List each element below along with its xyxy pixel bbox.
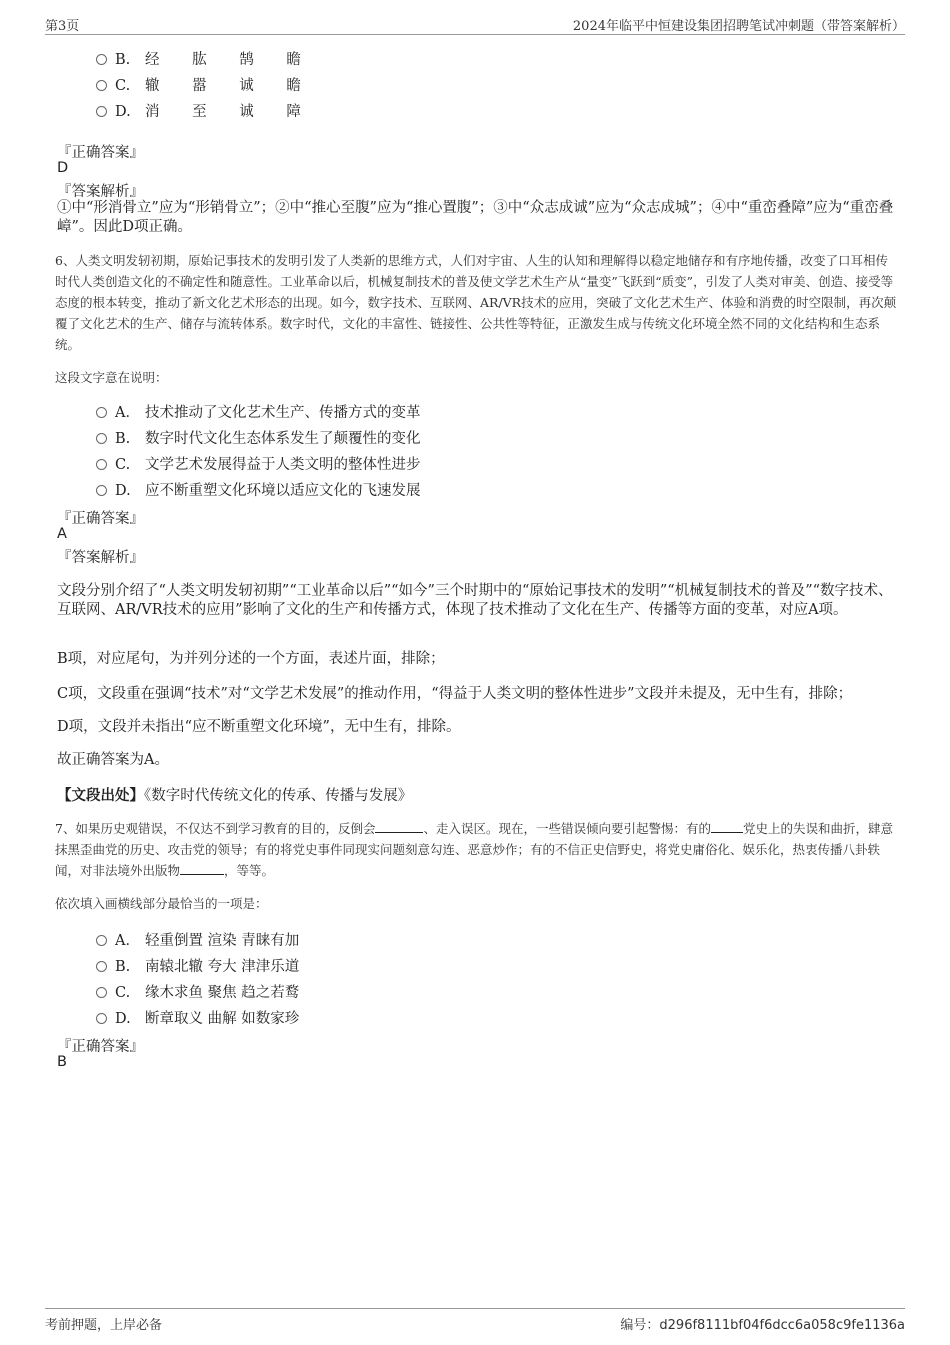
radio-icon[interactable] (96, 485, 107, 496)
page-footer (45, 1308, 905, 1333)
q6-prompt: 这段文字意在说明： (55, 370, 168, 385)
q7-option-a[interactable]: A． 轻重倒置 渲染 青睐有加 (96, 929, 299, 951)
radio-icon[interactable] (96, 935, 107, 946)
q6-answer: A (57, 526, 67, 542)
q5-analysis-label: 『答案解析』 (57, 184, 144, 200)
radio-icon[interactable] (96, 1013, 107, 1024)
q6-analysis-paragraph: 文段分别介绍了“人类文明发轫初期”“工业革命以后”“如今”三个时期中的“原始记事技术的发明”“机械复制技术的普及”“数字技术、互联网、AR/VR技术的应用”影响了文化的生产和传播方式，体现了技术推动了文化在生产、传播等方面的变革，对应A项。 (57, 583, 893, 618)
q6-analysis-paragraph: C项，文段重在强调“技术”对“文学艺术发展”的推动作用，“得益于人类文明的整体性进步”文段并未提及，无中生有，排除； (57, 686, 853, 702)
document-code: 编号：d296f8111bf04f6dcc6a058c9fe1136a (620, 1318, 905, 1333)
q7-question-text: 7、如果历史观错误，不仅达不到学习教育的目的，反倒会 、走入误区。现在，一些错误倾向要引起警惕：有的 党史上的失误和曲折，肆意抹黑歪曲党的历史、攻击党的领导；有的将党史事件同现实问题刻意勾连、恶意炒作；有的不信正史信野史，将党史庸俗化、娱乐化，热衷传播八卦轶闻，对非法境外出版物 ，等等。 (55, 821, 893, 878)
q6-option-d[interactable]: D. 应不断重塑文化环境以适应文化的飞速发展 (96, 479, 421, 501)
q5-option-c[interactable]: C. 辙 嚣 诚 瞻 (96, 74, 315, 96)
q6-analysis-paragraph: B项，对应尾句，为并列分述的一个方面，表述片面，排除； (57, 651, 445, 667)
q6-analysis-paragraph: D项，文段并未指出“应不断重塑文化环境”，无中生有，排除。 (57, 719, 461, 735)
q7-option-d[interactable]: D. 断章取义 曲解 如数家珍 (96, 1007, 299, 1029)
q6-question-text: 6、人类文明发轫初期，原始记事技术的发明引发了人类新的思维方式，人们对宇宙、人生的认知和理解得以稳定地储存和有序地传播，改变了口耳相传时代人类创造文化的不确定性和随意性。工业革命以后，机械复制技术的普及使文学艺术生产从“量变”飞跃到“质变”，引发了人类对审美、创造、接受等态度的根本转变，推动了新文化艺术形态的出现。如今，数字技术、互联网、AR/VR技术的应用，突破了文化艺术生产、体验和消费的时空限制，再次颠覆了文化艺术的生产、储存与流转体系。数字时代，文化的丰富性、链接性、公共性等特征，正激发生成与传统文化环境全然不同的文化结构和生态系统。 (55, 253, 897, 352)
fill-blank (180, 862, 224, 875)
page-header (45, 12, 905, 35)
q7-prompt: 依次填入画横线部分最恰当的一项是： (55, 896, 268, 911)
page-number: 第3页 (45, 19, 80, 34)
radio-icon[interactable] (96, 961, 107, 972)
q6-answer-label: 『正确答案』 (57, 511, 144, 527)
radio-icon[interactable] (96, 987, 107, 998)
q5-answer-label: 『正确答案』 (57, 145, 144, 161)
q6-analysis-label: 『答案解析』 (57, 550, 144, 566)
q6-source-title: 《数字时代传统文化的传承、传播与发展》 (144, 788, 413, 804)
q7-answer-label: 『正确答案』 (57, 1039, 144, 1055)
document-title: 2024年临平中恒建设集团招聘笔试冲刺题（带答案解析） (572, 19, 905, 34)
fill-blank (711, 820, 743, 833)
footer-slogan: 考前押题，上岸必备 (45, 1318, 163, 1333)
radio-icon[interactable] (96, 433, 107, 444)
radio-icon[interactable] (96, 80, 107, 91)
radio-icon[interactable] (96, 106, 107, 117)
fill-blank (375, 820, 423, 833)
radio-icon[interactable] (96, 459, 107, 470)
q6-option-c[interactable]: C. 文学艺术发展得益于人类文明的整体性进步 (96, 453, 421, 475)
q6-option-a[interactable]: A． 技术推动了文化艺术生产、传播方式的变革 (96, 401, 421, 423)
q7-answer: B (57, 1054, 67, 1070)
q5-analysis: ①中“形消骨立”应为“形销骨立”；②中“推心至腹”应为“推心置腹”；③中“众志成诚”应为“众志成城”；④中“重峦叠障”应为“重峦叠嶂”。因此D项正确。 (57, 200, 894, 235)
q6-source (57, 786, 897, 806)
q7-option-b[interactable]: B. 南辕北辙 夸大 津津乐道 (96, 955, 299, 977)
radio-icon[interactable] (96, 54, 107, 65)
q7-option-c[interactable]: C. 缘木求鱼 聚焦 趋之若鹜 (96, 981, 299, 1003)
q6-source-label: 【文段出处】 (57, 787, 144, 804)
q6-option-b[interactable]: B. 数字时代文化生态体系发生了颠覆性的变化 (96, 427, 421, 449)
q6-analysis-paragraph: 故正确答案为A。 (57, 752, 169, 768)
q5-option-b[interactable]: B. 经 肱 鹄 瞻 (96, 48, 315, 70)
q5-option-d[interactable]: D. 消 至 诚 障 (96, 100, 315, 122)
radio-icon[interactable] (96, 407, 107, 418)
q5-answer: D (57, 160, 69, 176)
